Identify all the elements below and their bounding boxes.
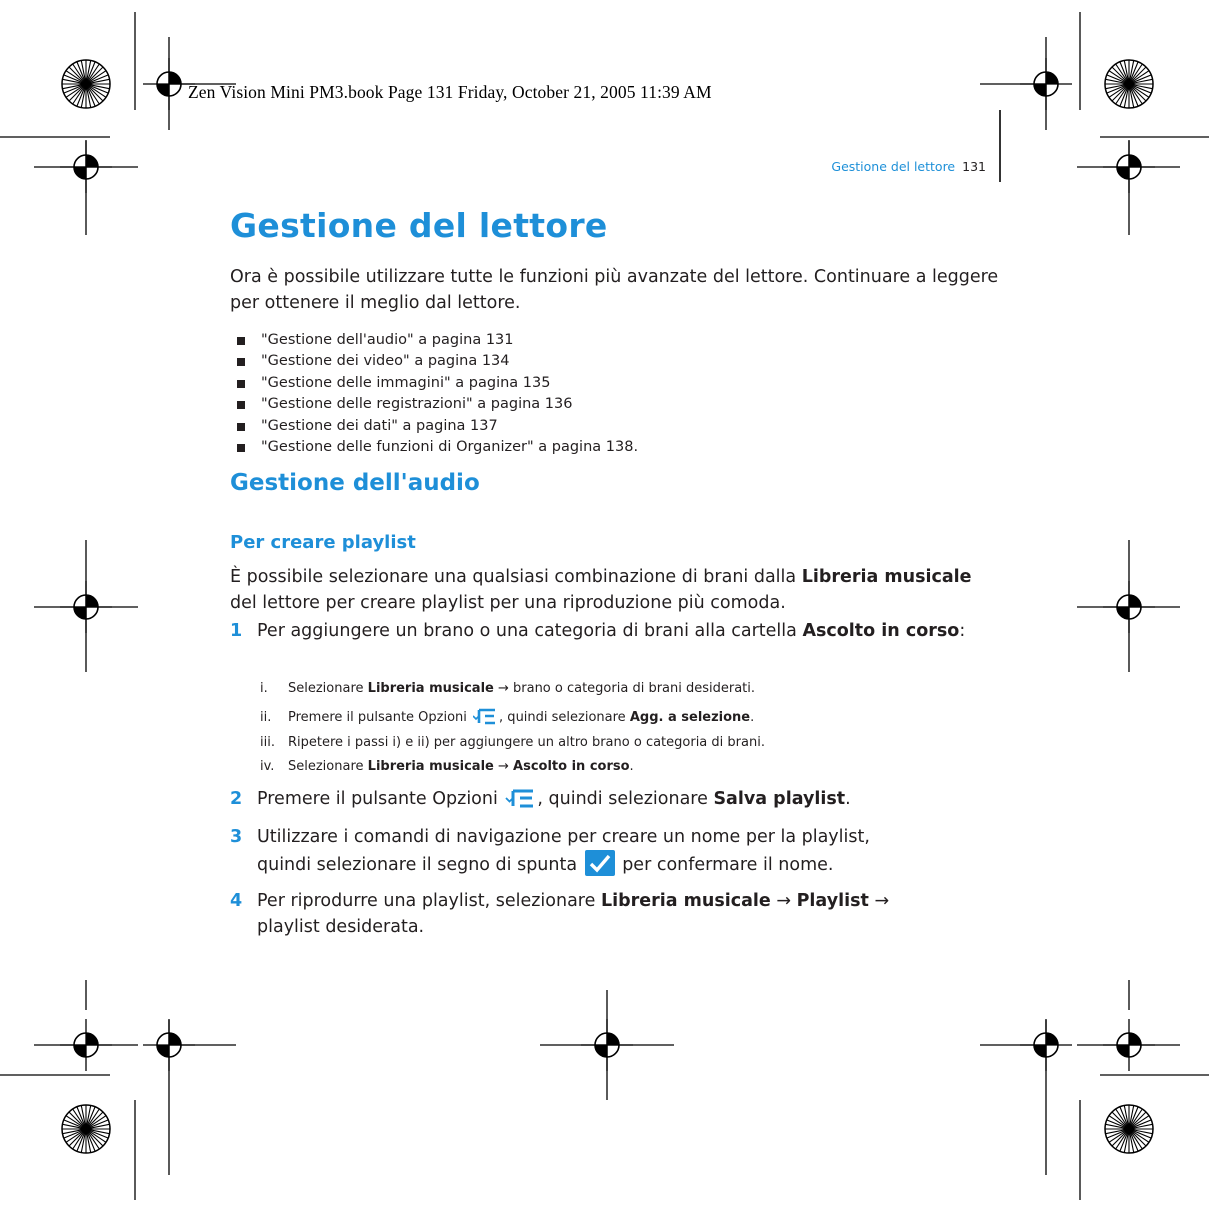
substep-ii: ii. Premere il pulsante Opzioni , quindi selezionare Agg. a selezione.	[260, 707, 754, 727]
step-4: 4 Per riprodurre una playlist, selezionare Libreria musicale → Playlist → playlist desiderata.	[230, 888, 1000, 940]
list-item[interactable]: "Gestione delle immagini" a pagina 135	[237, 373, 638, 394]
body-paragraph: È possibile selezionare una qualsiasi combinazione di brani dalla Libreria musicale del lettore per creare playlist per una riproduzione più comoda.	[230, 567, 972, 613]
step-number: 2	[230, 789, 243, 809]
options-icon	[505, 788, 535, 808]
bullet-square-icon	[237, 380, 245, 388]
list-item[interactable]: "Gestione dei dati" a pagina 137	[237, 416, 638, 437]
bullet-square-icon	[237, 401, 245, 409]
book-info-line: Zen Vision Mini PM3.book Page 131 Friday, October 21, 2005 11:39 AM	[188, 82, 712, 102]
step-1: 1 Per aggiungere un brano o una categoria di brani alla cartella Ascolto in corso:	[230, 618, 1000, 644]
step-2: 2 Premere il pulsante Opzioni , quindi selezionare Salva playlist.	[230, 786, 1000, 812]
substep-iv: iv. Selezionare Libreria musicale → Ascolto in corso.	[260, 759, 634, 774]
step-number: 1	[230, 621, 243, 641]
running-header	[831, 159, 986, 174]
list-item[interactable]: "Gestione delle registrazioni" a pagina 136	[237, 394, 638, 415]
page-number: 131	[962, 159, 986, 174]
substep-i: i. Selezionare Libreria musicale → brano o categoria di brani desiderati.	[260, 681, 756, 696]
bullet-square-icon	[237, 423, 245, 431]
section-links-list	[237, 330, 638, 458]
step-number: 3	[230, 827, 243, 847]
bullet-square-icon	[237, 358, 245, 366]
subsection-title: Per creare playlist	[230, 532, 416, 553]
substep-iii: iii. Ripetere i passi i) e ii) per aggiungere un altro brano o categoria di brani.	[260, 735, 765, 750]
bullet-square-icon	[237, 444, 245, 452]
list-item[interactable]: "Gestione dei video" a pagina 134	[237, 351, 638, 372]
step-number: 4	[230, 891, 243, 911]
running-title: Gestione del lettore	[831, 159, 956, 174]
options-icon	[473, 707, 497, 725]
page-title: Gestione del lettore	[230, 206, 608, 245]
step-3: 3 Utilizzare i comandi di navigazione per creare un nome per la playlist, quindi selezionare il segno di spunta per confermare il nome.	[230, 824, 1000, 878]
checkmark-icon	[585, 850, 615, 876]
section-title: Gestione dell'audio	[230, 470, 480, 496]
list-item[interactable]: "Gestione dell'audio" a pagina 131	[237, 330, 638, 351]
intro-paragraph: Ora è possibile utilizzare tutte le funzioni più avanzate del lettore. Continuare a leggere per ottenere il meglio dal lettore.	[230, 267, 999, 313]
bullet-square-icon	[237, 337, 245, 345]
list-item[interactable]: "Gestione delle funzioni di Organizer" a pagina 138.	[237, 437, 638, 458]
